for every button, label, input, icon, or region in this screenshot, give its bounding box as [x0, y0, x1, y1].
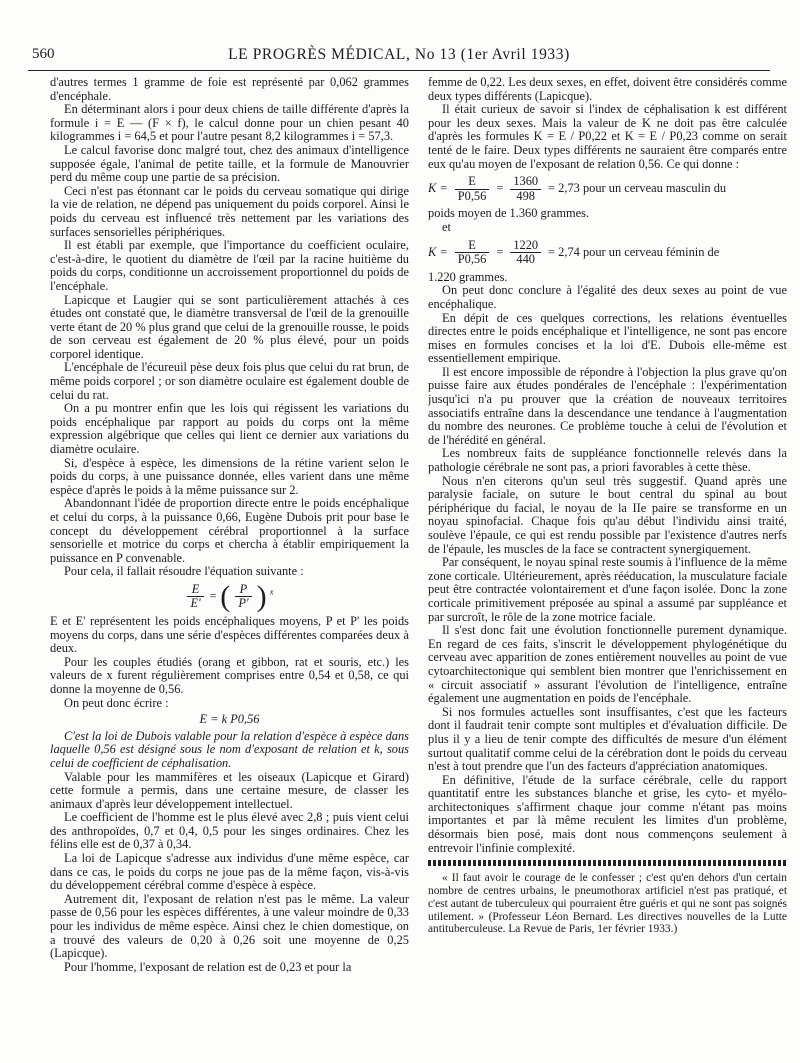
page-number: 560 — [32, 46, 55, 62]
paragraph: Autrement dit, l'exposant de relation n'est pas le même. La valeur passe de 0,56 pour les espèces différentes, à une valeur moindre de 0,33 pour les individus de même espèce. Ainsi chez le chien domestique, on a trouvé des valeurs de 0,20 à 0,26 soit une moyenne de 0,25 (Lapicque). — [50, 891, 409, 961]
page-header — [28, 46, 770, 71]
paragraph: Les nombreux faits de suppléance fonctionnelle relevés dans la pathologie cérébrale ne sont pas, a priori favorables à cette thèse. — [428, 446, 787, 475]
paragraph: Pour les couples étudiés (orang et gibbon, rat et souris, etc.) les valeurs de x furent régulièrement comprises entre 0,54 et 0,58, ce qui donne la moyenne de 0,56. — [50, 654, 409, 696]
paragraph: Nous n'en citerons qu'un seul très suggestif. Quand après une paralysie faciale, on suture le bout central du spinal au bout périphérique du facial, le noyau de la IIe paire se transforme en un noyau spinofacial. Chaque fois qu'au début l'individu ainsi traité, soulève l'épaule, ce qui est rendu possible par l'existence d'autres nerfs de l'épaule, les muscles de la face se contractent synergiquement. — [428, 473, 787, 556]
fraction-p-over-p: $\frac{P}{P'}$ — [235, 583, 251, 611]
paragraph: E et E' représentent les poids encéphaliques moyens, P et P' les poids moyens du corps, dans une série d'espèces différentes comparées deux à deux. — [50, 613, 409, 656]
paragraph: Si, d'espèce à espèce, les dimensions de la rétine varient selon le poids du corps, à une puissance donnée, elles varient dans une même espèce d'après le poids à la même puissance sur 2. — [50, 455, 409, 497]
paragraph: Il était curieux de savoir si l'index de céphalisation k est différent pour les deux sexes. Mais la valeur de K ne doit pas être calculée d'après les formules K = E / P0,22 et K = E / P0,23 comme on serait tenté de le faire. Deux types différents ne sauraient être comparés entre eux qu'au moyen de l'exposant de relation 0,56. Ce qui donne : — [428, 102, 787, 171]
paragraph: En définitive, l'étude de la surface cérébrale, celle du rapport quantitatif entre les substances blanche et grise, les cyto- et myélo-architectoniques s'affirment chaque jour comme n'étant pas moins importantes et par là même reculent les limites d'un problème, désormais bien posé, mais dont nous commençons seulement à entrevoir l'infinie complexité. — [428, 772, 787, 855]
power-law-equation: E = k P0,56 — [199, 712, 260, 727]
female-brain-equation: K = $\frac{E}{P0,56}$ = $\frac{1220}{440}$ = 2,74 pour un cerveau féminin de — [428, 237, 720, 267]
paragraph: Si nos formules actuelles sont insuffisantes, c'est que les facteurs dont il faudrait tenir compte sont multiples et d'évaluation difficile. De plus il y a lieu de tenir compte des difficultés de mesure d'un élément surtout qualitatif comme celui de la cérébration dont le poids du cerveau n'est à tout prendre que l'un des facteurs d'appréciation anatomiques. — [428, 704, 787, 774]
paragraph: Par conséquent, le noyau spinal reste soumis à l'influence de la même zone corticale. Ultérieurement, après rééducation, la musculature faciale peut être contractée volontairement et d'une façon isolée. Donc la zone corticale primitivement préposée au spinal a assumé par suppléance et par surcroît, le rôle de la zone motrice faciale. — [428, 555, 787, 624]
right-column — [428, 76, 787, 1041]
paragraph: On peut donc conclure à l'égalité des deux sexes au point de vue encéphalique. — [428, 283, 787, 311]
quotation-box — [428, 872, 787, 936]
journal-title: LE PROGRÈS MÉDICAL, No 13 (1er Avril 1933) — [228, 46, 570, 63]
paragraph: La loi de Lapicque s'adresse aux individus d'une même espèce, car dans ce cas, le poids du corps ne joue pas de la même façon, vis-à-vis du développement cérébral comme d'espèce à espèce. — [50, 851, 409, 893]
paragraph: Il s'est donc fait une évolution fonctionnelle purement dynamique. En regard de ces faits, s'inscrit le développement phylogénétique du cerveau avec apparition de zones entièrement nouvelles au point de vue cytoarchitectonique qui semblent bien montrer que l'enrichissement en « circuit associatif » assurant l'évolution de l'intelligence, entraîne également une augmentation en poids de l'encéphale. — [428, 623, 787, 706]
paragraph: Le coefficient de l'homme est le plus élevé avec 2,8 ; puis vient celui des anthropoïdes, 0,7 et 0,4, 0,5 pour les singes ordinaires. Chez les félins elle est de 0,37 à 0,34. — [50, 810, 409, 852]
decorative-divider — [428, 860, 787, 866]
paragraph: poids moyen de 1.360 grammes. — [428, 206, 590, 221]
fraction-e-over-e: $\frac{E}{E'}$ — [187, 583, 203, 611]
dubois-equation: $\frac{E}{E'}$ = ( $\frac{P}{P'}$ ) $^x$ — [50, 582, 409, 612]
paragraph: femme de 0,22. Les deux sexes, en effet, doivent être considérés comme deux types différents (Lapicque). — [428, 76, 787, 103]
paragraph: On peut donc écrire : — [64, 695, 169, 710]
paragraph: et — [442, 219, 451, 234]
paragraph: On a pu montrer enfin que les lois qui régissent les variations du poids encéphalique par rapport au poids du corps ont la même expression algébrique que celles qui lient ce dernier aux variations du diamètre oculaire. — [50, 401, 409, 457]
quotation-text: « Il faut avoir le courage de le confesser ; c'est qu'en dehors d'un certain nombre de centres urbains, le pneumothorax artificiel n'est pas pratiqué, et c'est autant de tuberculeux qui pourraient être guéris et qui ne sont pas soignés utilement. » (Professeur Léon Bernard. Les directives nouvelles de la Lutte antituberculeuse. La Revue de Paris, 1er février 1933.) — [428, 872, 787, 936]
paragraph: C'est la loi de Dubois valable pour la relation d'espèce à espèce dans laquelle 0,56 est désigné sous le nom d'exposant de relation et k, sous celui de coefficient de céphalisation. — [50, 728, 409, 770]
paragraph: Valable pour les mammifères et les oiseaux (Lapicque et Girard) cette formule a permis, dans une certaine mesure, de classer les animaux d'après leur développement intellectuel. — [50, 769, 409, 811]
male-brain-equation: K = $\frac{E}{P0,56}$ = $\frac{1360}{498}$ = 2,73 pour un cerveau masculin du — [428, 174, 727, 203]
paragraph: Pour cela, il fallait résoudre l'équation suivante : — [64, 564, 304, 579]
paragraph: Pour l'homme, l'exposant de relation est de 0,23 et pour la — [64, 959, 352, 974]
paragraph: Abandonnant l'idée de proportion directe entre le poids encéphalique et celui du corps, à la puissance 0,66, Eugène Dubois prit pour base le concept du développement cérébral proportionnel à la surface sensorielle et motrice du corps et chercha à établir empiriquement la puissance en P convenable. — [50, 496, 409, 565]
paragraph: En déterminant alors i pour deux chiens de taille différente d'après la formule i = E — (F × f), le calcul donne pour un chien pesant 40 kilogrammes i = 64,5 et pour l'autre pesant 8,2 kilogrammes i = 57,3. — [50, 102, 409, 144]
paragraph: Il est établi par exemple, que l'importance du coefficient oculaire, c'est-à-dire, le quotient du diamètre de l'œil par la racine huitième du poids du corps, conditionne un accroissement proportionnel du poids de l'encéphale. — [50, 238, 409, 293]
paragraph: Le calcul favorise donc malgré tout, chez des animaux d'intelligence supposée égale, l'animal de petite taille, et la formule de Manouvrier perd du même coup une partie de sa précision. — [50, 142, 409, 185]
paragraph: L'encéphale de l'écureuil pèse deux fois plus que celui du rat brun, de même poids corporel ; or son diamètre oculaire est également double de celui du rat. — [50, 360, 409, 402]
paragraph: En dépit de ces quelques corrections, les relations éventuelles directes entre le poids encéphalique et l'intelligence, ne sont pas encore mises en formules concises et la loi d'E. Dubois elle-même est essentiellement empirique. — [428, 310, 787, 366]
paragraph: Ceci n'est pas étonnant car le poids du cerveau somatique qui dirige la vie de relation, ne dépend pas uniquement du poids corporel. Ainsi le poids du cerveau est influencé très nettement par les variations des surfaces sensorielles périphériques. — [50, 183, 409, 239]
paragraph: 1.220 grammes. — [428, 269, 508, 284]
paragraph: Lapicque et Laugier qui se sont particulièrement attachés à ces études ont constaté que, le diamètre transversal de l'œil de la grenouille verte étant de 20 % plus grand que celui de la grenouille rousse, le poids de son cerveau est également de 20 % plus élevé, pour un poids corporel identique. — [50, 292, 409, 361]
paragraph: Il est encore impossible de répondre à l'objection la plus grave qu'on puisse faire aux études pondérales de l'encéphale : l'expérimentation jusqu'ici n'a pu prouver que la création de nouveaux territoires associatifs entraîne dans la descendance une tendance à l'augmentation du nombre des neurones. Ce problème touche à celui de l'évolution et de l'hérédité en général. — [428, 364, 787, 447]
paragraph: d'autres termes 1 gramme de foie est représenté par 0,062 grammes d'encéphale. — [50, 76, 409, 103]
left-column — [50, 76, 409, 1041]
